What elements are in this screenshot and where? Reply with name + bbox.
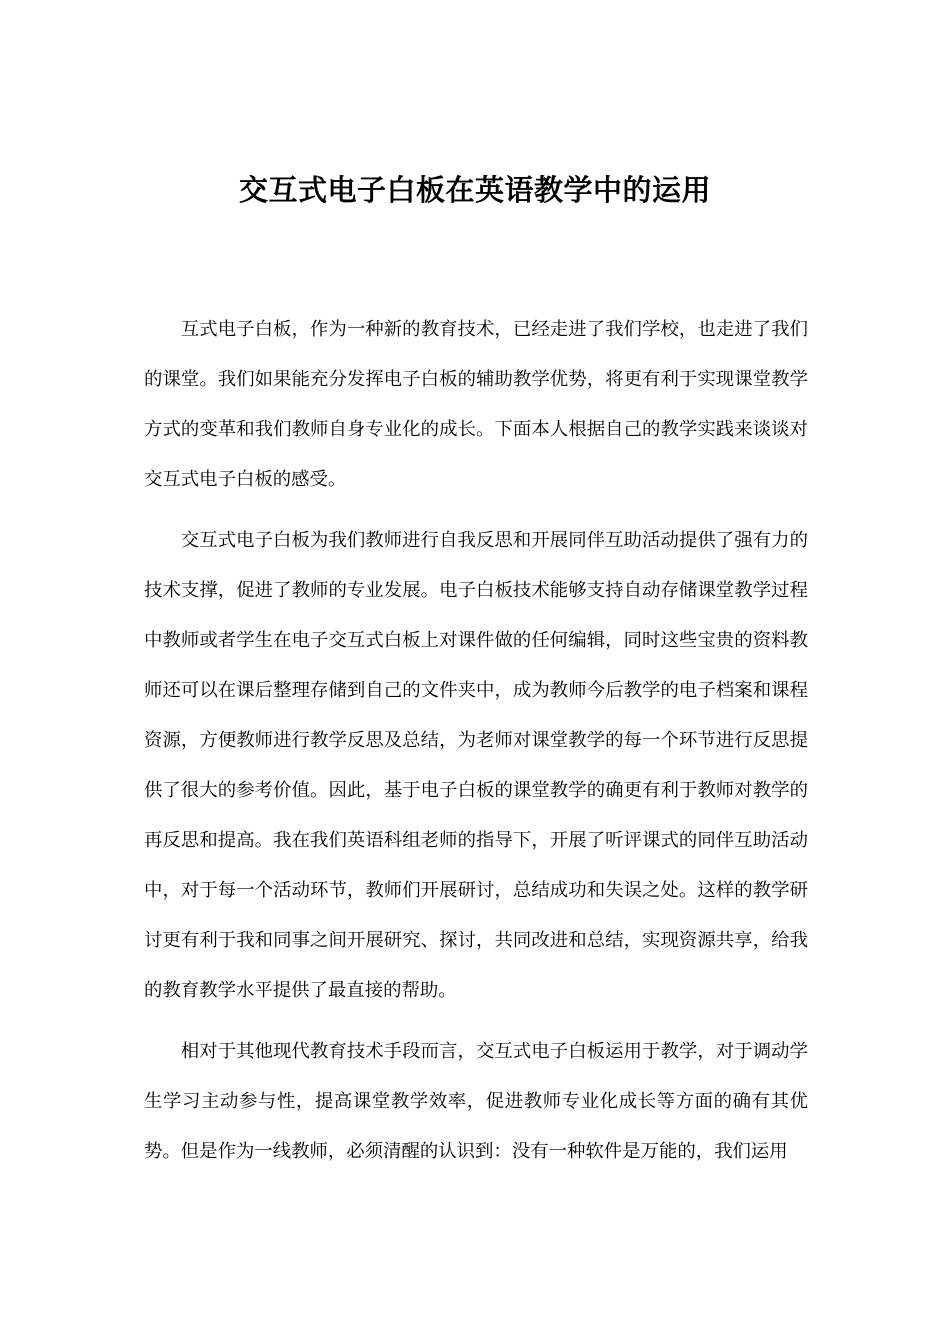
paragraph-3: 相对于其他现代教育技术手段而言，交互式电子白板运用于教学，对于调动学生学习主动参与性，提高课堂教学效率，促进教师专业化成长等方面的确有其优势。但是作为一线教师，必须清醒的认识到：没有一种软件是万能的，我们运用 xyxy=(144,1041,808,1162)
paragraph-1: 互式电子白板，作为一种新的教育技术，已经走进了我们学校，也走进了我们的课堂。我们如果能充分发挥电子白板的辅助教学优势，将更有利于实现课堂教学方式的变革和我们教师自身专业化的成长。下面本人根据自己的教学实践来谈谈对交互式电子白板的感受。 xyxy=(144,319,808,490)
document-body xyxy=(144,305,808,1188)
document-title: 交互式电子白板在英语教学中的运用 xyxy=(238,173,711,207)
paragraph-2: 交互式电子白板为我们教师进行自我反思和开展同伴互助活动提供了强有力的技术支撑，促进了教师的专业发展。电子白板技术能够支持自动存储课堂教学过程中教师或者学生在电子交互式白板上对课件做的任何编辑，同时这些宝贵的资料教师还可以在课后整理存储到自己的文件夹中，成为教师今后教学的电子档案和课程资源，方便教师进行教学反思及总结，为老师对课堂教学的每一个环节进行反思提供了很大的参考价值。因此，基于电子白板的课堂教学的确更有利于教师对教学的再反思和提高。我在我们英语科组老师的指导下，开展了听评课式的同伴互助活动中，对于每一个活动环节，教师们开展研讨，总结成功和失误之处。这样的教学研讨更有利于我和同事之间开展研究、探讨，共同改进和总结，实现资源共享，给我的教育教学水平提供了最直接的帮助。 xyxy=(144,530,808,1001)
